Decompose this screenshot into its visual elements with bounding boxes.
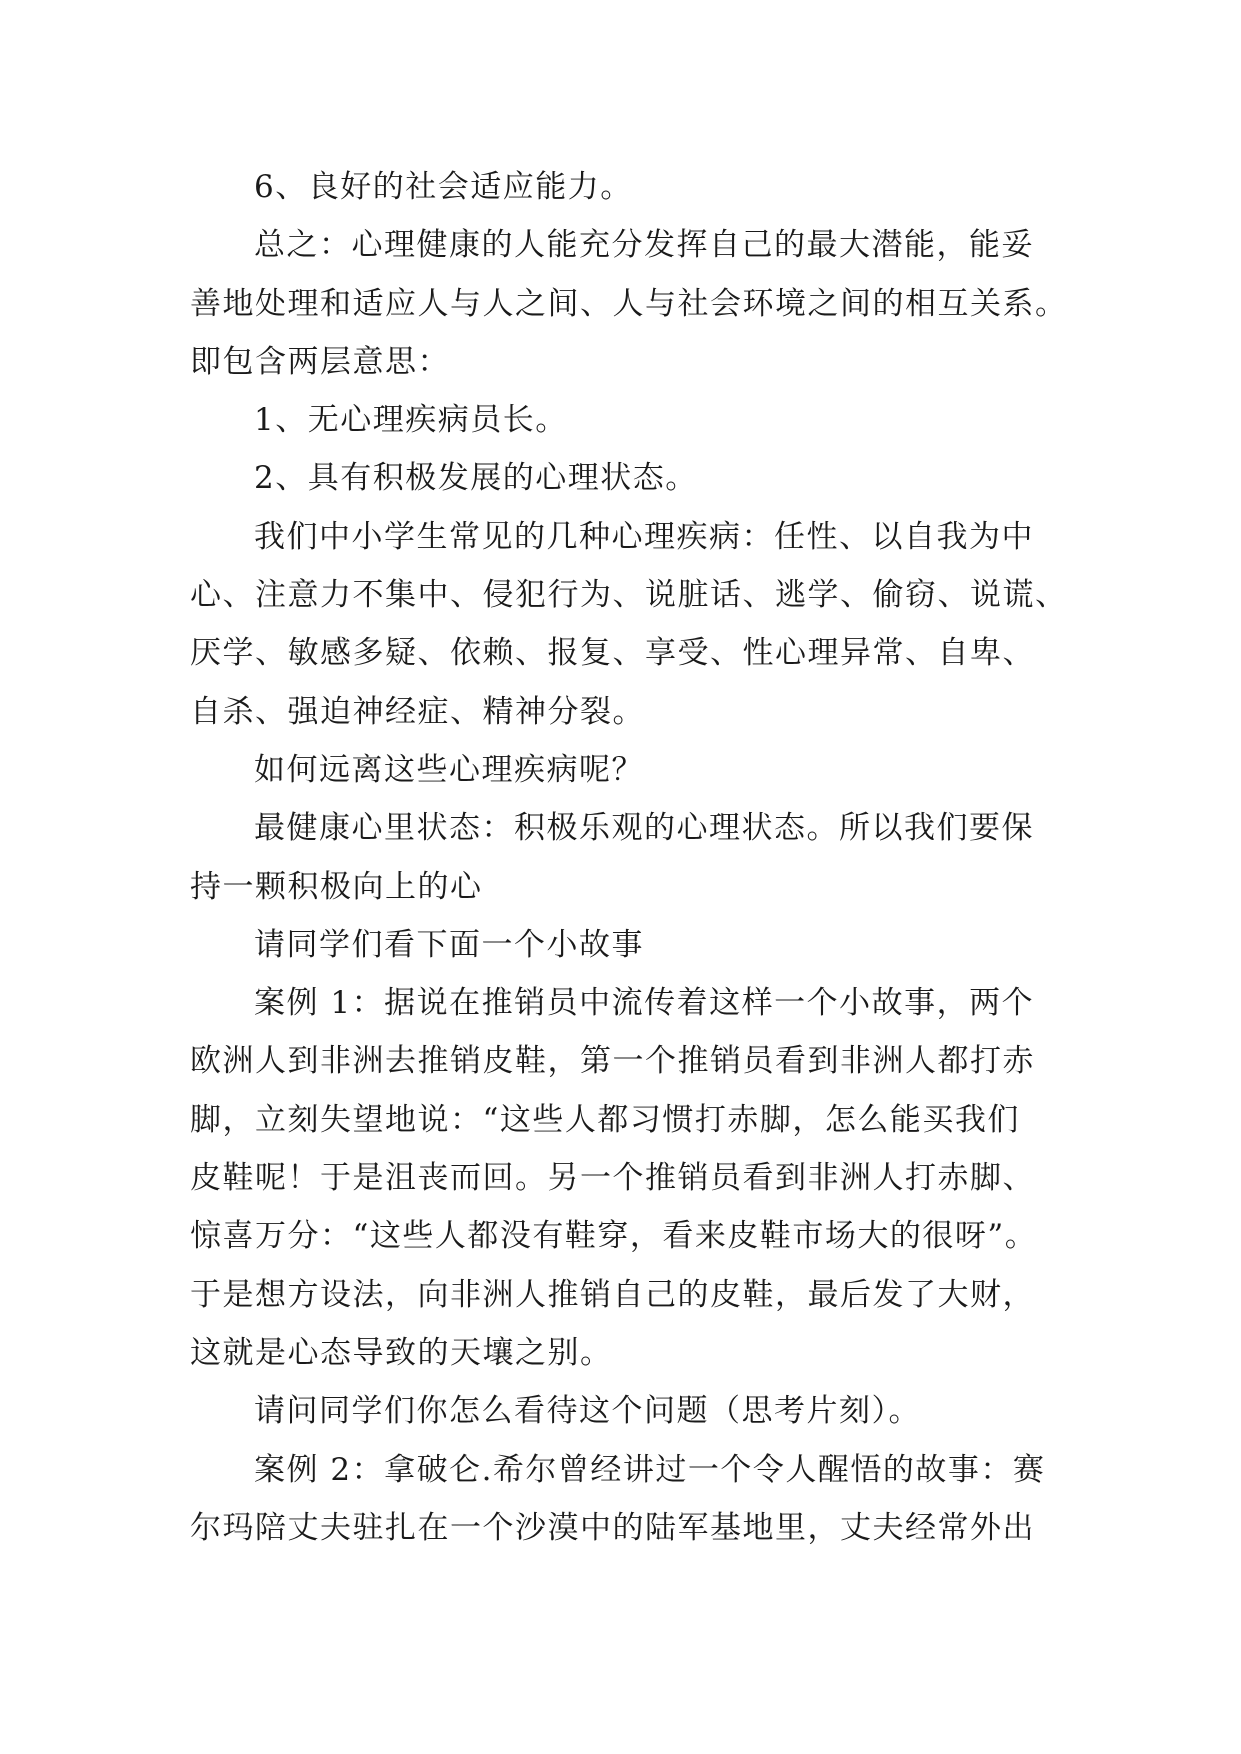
text-line: 最健康心里状态：积极乐观的心理状态。所以我们要保 [254,810,1034,847]
text-line: 总之：心理健康的人能充分发挥自己的最大潜能，能妥 [254,227,1034,264]
text-line: 欧洲人到非洲去推销皮鞋，第一个推销员看到非洲人都打赤 [190,1043,1035,1080]
text-line: 2、具有积极发展的心理状态。 [254,460,698,497]
text-line: 即包含两层意思： [190,343,450,380]
text-line: 1、无心理疾病员长。 [254,402,568,439]
text-line: 尔玛陪丈夫驻扎在一个沙漠中的陆军基地里，丈夫经常外出 [190,1509,1035,1546]
text-line: 脚，立刻失望地说：“这些人都习惯打赤脚，怎么能买我们 [190,1101,1020,1138]
text-line: 这就是心态导致的天壤之别。 [190,1334,613,1371]
text-line: 于是想方设法，向非洲人推销自己的皮鞋，最后发了大财， [190,1276,1035,1313]
text-line: 惊喜万分：“这些人都没有鞋穿，看来皮鞋市场大的很呀”。 [190,1218,1038,1255]
text-line: 皮鞋呢！于是沮丧而回。另一个推销员看到非洲人打赤脚、 [190,1160,1035,1197]
text-line: 持一颗积极向上的心 [190,868,483,905]
text-line: 厌学、敏感多疑、依赖、报复、享受、性心理异常、自卑、 [190,635,1035,672]
text-line: 6、良好的社会适应能力。 [254,169,633,205]
text-line: 自杀、强迫神经症、精神分裂。 [190,693,645,730]
text-line: 案例 1：据说在推销员中流传着这样一个小故事，两个 [254,985,1035,1022]
document-body [190,158,1090,1557]
text-line: 请问同学们你怎么看待这个问题（思考片刻）。 [254,1393,921,1430]
text-line: 善地处理和适应人与人之间、人与社会环境之间的相互关系。 [190,285,1068,322]
text-line: 我们中小学生常见的几种心理疾病：任性、以自我为中 [254,518,1034,555]
text-line: 如何远离这些心理疾病呢？ [254,751,644,788]
text-line: 案例 2：拿破仑.希尔曾经讲过一个令人醒悟的故事：赛 [254,1451,1046,1488]
text-line: 心、注意力不集中、侵犯行为、说脏话、逃学、偷窃、说谎、 [190,577,1068,614]
text-line: 请同学们看下面一个小故事 [254,926,644,963]
